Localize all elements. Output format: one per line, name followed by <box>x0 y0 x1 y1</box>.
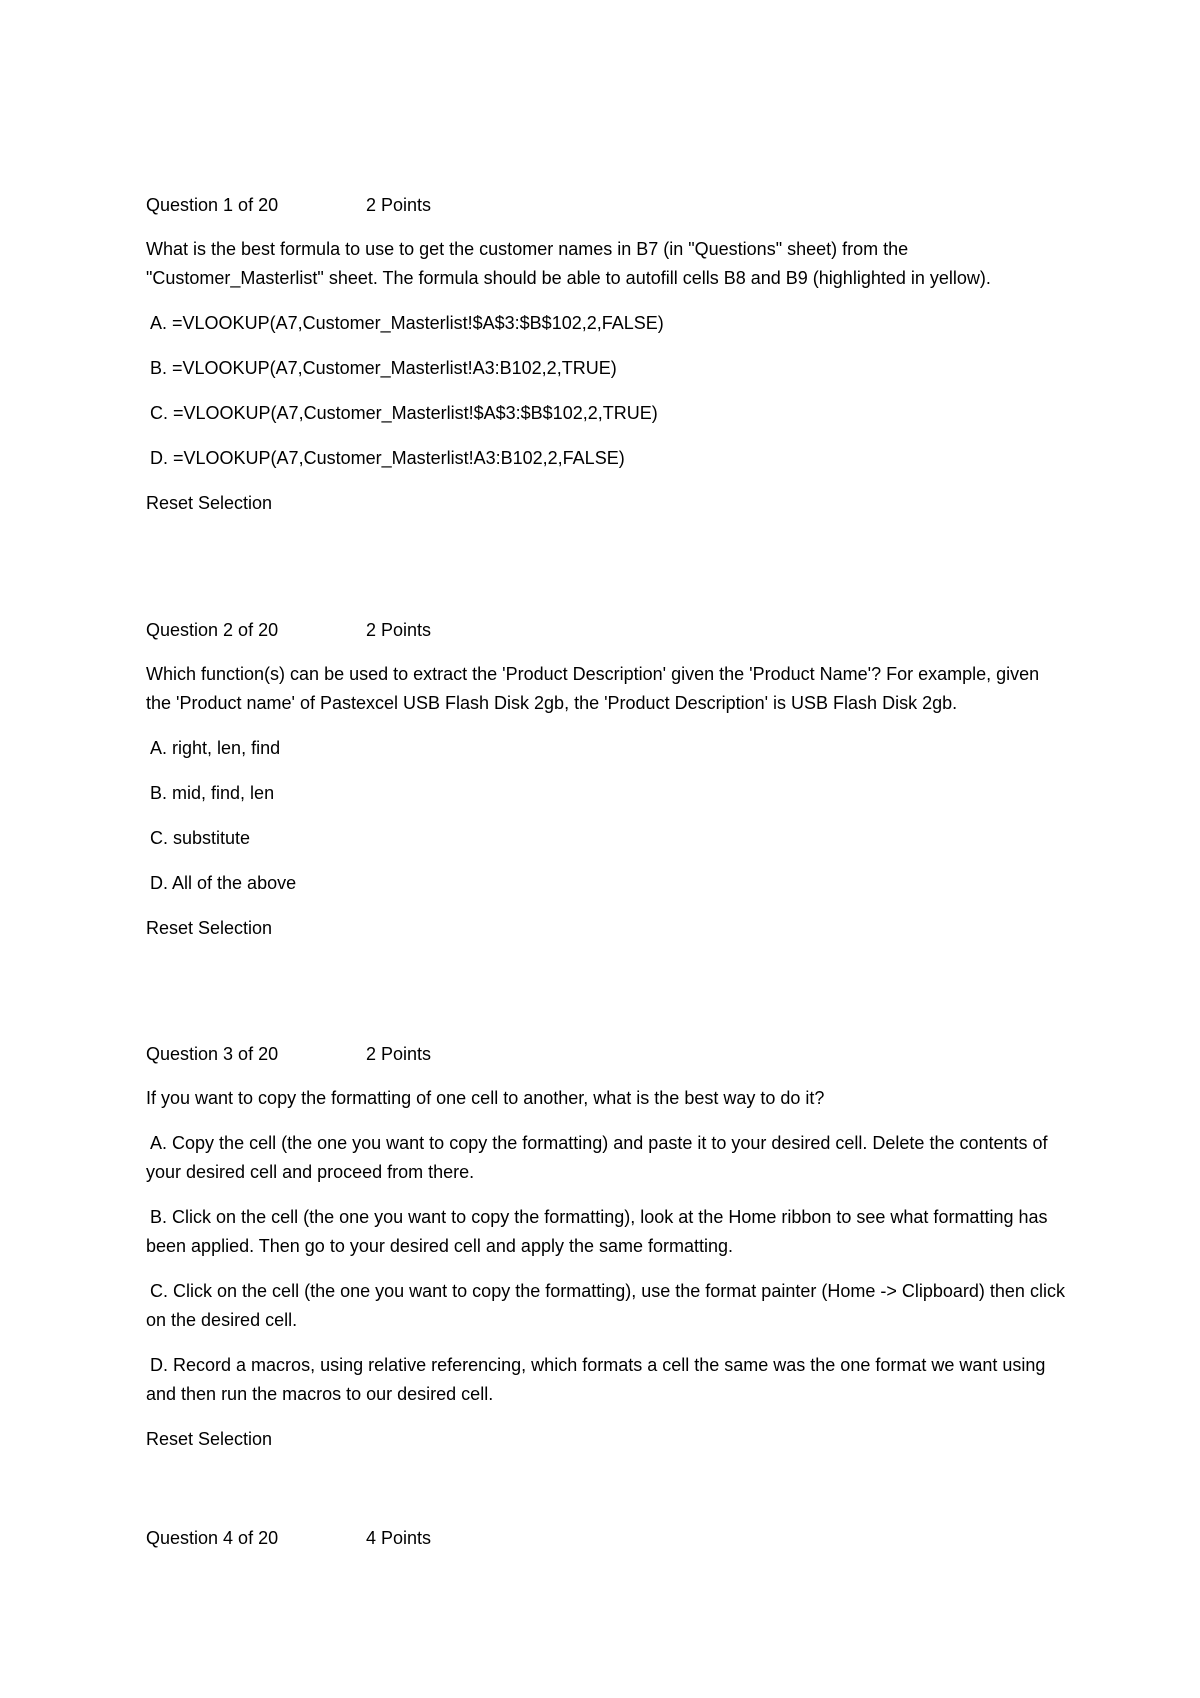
option-text: Copy the cell (the one you want to copy the formatting) and paste it to your desired cell. Delete the contents of your desired cell and proceed from there. <box>146 1133 1048 1182</box>
option-a[interactable] <box>146 734 1066 763</box>
option-d[interactable] <box>146 1351 1066 1409</box>
question-points: 2 Points <box>366 195 432 215</box>
option-letter: B. <box>150 358 168 378</box>
question-3 <box>146 1040 1066 1453</box>
question-points: 4 Points <box>366 1528 432 1548</box>
option-letter: D. <box>150 873 168 893</box>
option-text: mid, find, len <box>172 783 275 803</box>
reset-selection-link[interactable]: Reset Selection <box>146 1429 273 1449</box>
option-b[interactable] <box>146 354 1066 383</box>
option-c[interactable] <box>146 824 1066 853</box>
option-letter: C. <box>150 1281 168 1301</box>
question-text: Which function(s) can be used to extract the 'Product Description' given the 'Product Name'? For example, given the 'Product name' of Pastexcel USB Flash Disk 2gb, the 'Product Description' is USB Flash Disk 2gb. <box>146 664 1040 713</box>
option-text: =VLOOKUP(A7,Customer_Masterlist!A3:B102,2,FALSE) <box>173 448 625 468</box>
option-text: =VLOOKUP(A7,Customer_Masterlist!A3:B102,2,TRUE) <box>172 358 617 378</box>
option-text: =VLOOKUP(A7,Customer_Masterlist!$A$3:$B$102,2,FALSE) <box>172 313 664 333</box>
option-d[interactable] <box>146 444 1066 473</box>
option-letter: C. <box>150 828 168 848</box>
option-letter: D. <box>150 1355 168 1375</box>
option-letter: D. <box>150 448 168 468</box>
question-number: Question 3 of 20 <box>146 1044 279 1064</box>
question-4 <box>146 1524 1066 1568</box>
question-header <box>146 1040 1066 1068</box>
option-letter: B. <box>150 783 168 803</box>
question-number: Question 4 of 20 <box>146 1528 279 1548</box>
reset-selection-link[interactable]: Reset Selection <box>146 493 273 513</box>
option-text: substitute <box>173 828 251 848</box>
question-points: 2 Points <box>366 1044 432 1064</box>
option-a[interactable] <box>146 1129 1066 1187</box>
option-text: right, len, find <box>172 738 281 758</box>
option-b[interactable] <box>146 1203 1066 1261</box>
question-header <box>146 1524 1066 1552</box>
option-letter: A. <box>150 738 168 758</box>
option-letter: A. <box>150 313 168 333</box>
option-text: All of the above <box>172 873 297 893</box>
option-d[interactable] <box>146 869 1066 898</box>
question-number: Question 2 of 20 <box>146 620 279 640</box>
question-points: 2 Points <box>366 620 432 640</box>
option-text: =VLOOKUP(A7,Customer_Masterlist!$A$3:$B$102,2,TRUE) <box>173 403 658 423</box>
option-letter: B. <box>150 1207 168 1227</box>
option-b[interactable] <box>146 779 1066 808</box>
question-number: Question 1 of 20 <box>146 195 279 215</box>
question-2 <box>146 616 1066 942</box>
option-a[interactable] <box>146 309 1066 338</box>
question-text: If you want to copy the formatting of one cell to another, what is the best way to do it? <box>146 1088 825 1108</box>
option-c[interactable] <box>146 399 1066 428</box>
option-letter: A. <box>150 1133 168 1153</box>
reset-selection-link[interactable]: Reset Selection <box>146 918 273 938</box>
option-text: Record a macros, using relative referencing, which formats a cell the same was the one format we want using and then run the macros to our desired cell. <box>146 1355 1046 1404</box>
option-c[interactable] <box>146 1277 1066 1335</box>
question-text: What is the best formula to use to get the customer names in B7 (in "Questions" sheet) from the "Customer_Masterlist" sheet. The formula should be able to autofill cells B8 and B9 (highlighted in yellow). <box>146 239 991 288</box>
option-letter: C. <box>150 403 168 423</box>
question-header <box>146 191 1066 219</box>
question-1 <box>146 191 1066 517</box>
option-text: Click on the cell (the one you want to copy the formatting), use the format painter (Home -> Clipboard) then click on the desired cell. <box>146 1281 1065 1330</box>
question-header <box>146 616 1066 644</box>
option-text: Click on the cell (the one you want to copy the formatting), look at the Home ribbon to see what formatting has been applied. Then go to your desired cell and apply the same formatting. <box>146 1207 1048 1256</box>
